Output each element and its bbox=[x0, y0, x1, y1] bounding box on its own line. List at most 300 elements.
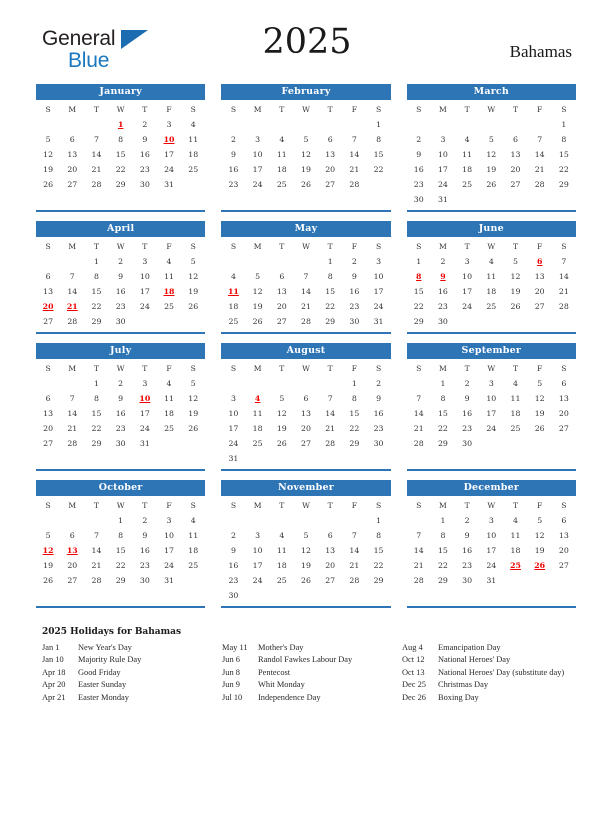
day-cell[interactable]: 16 bbox=[228, 165, 239, 174]
day-cell[interactable]: 8 bbox=[351, 394, 357, 403]
day-cell[interactable]: 1 bbox=[327, 257, 333, 266]
day-cell[interactable]: 28 bbox=[91, 180, 102, 189]
day-cell[interactable]: 25 bbox=[486, 302, 497, 311]
day-cell-holiday[interactable]: 12 bbox=[42, 546, 54, 555]
day-cell[interactable]: 17 bbox=[437, 165, 448, 174]
day-cell[interactable]: 9 bbox=[118, 394, 124, 403]
day-cell[interactable]: 30 bbox=[462, 576, 473, 585]
day-cell[interactable]: 18 bbox=[252, 424, 263, 433]
day-cell[interactable]: 11 bbox=[276, 546, 287, 555]
day-cell[interactable]: 14 bbox=[91, 150, 102, 159]
day-cell[interactable]: 30 bbox=[139, 576, 150, 585]
day-cell[interactable]: 10 bbox=[139, 272, 150, 281]
day-cell[interactable]: 13 bbox=[276, 287, 287, 296]
day-cell[interactable]: 6 bbox=[45, 394, 51, 403]
day-cell[interactable]: 1 bbox=[93, 257, 99, 266]
day-cell[interactable]: 17 bbox=[252, 561, 263, 570]
day-cell[interactable]: 27 bbox=[67, 576, 78, 585]
day-cell[interactable]: 11 bbox=[164, 272, 174, 281]
day-cell[interactable]: 17 bbox=[462, 287, 473, 296]
day-cell[interactable]: 3 bbox=[376, 257, 382, 266]
day-cell[interactable]: 14 bbox=[349, 546, 360, 555]
day-cell[interactable]: 8 bbox=[118, 135, 124, 144]
day-cell[interactable]: 21 bbox=[67, 424, 78, 433]
day-cell[interactable]: 13 bbox=[534, 272, 545, 281]
day-cell[interactable]: 19 bbox=[301, 165, 311, 174]
day-cell[interactable]: 1 bbox=[561, 120, 567, 129]
day-cell[interactable]: 20 bbox=[558, 546, 569, 555]
day-cell[interactable]: 15 bbox=[437, 546, 448, 555]
day-cell[interactable]: 3 bbox=[488, 516, 494, 525]
day-cell[interactable]: 15 bbox=[91, 409, 102, 418]
day-cell[interactable]: 13 bbox=[43, 287, 54, 296]
day-cell[interactable]: 15 bbox=[413, 287, 424, 296]
day-cell[interactable]: 10 bbox=[252, 546, 263, 555]
day-cell[interactable]: 17 bbox=[164, 150, 174, 159]
day-cell[interactable]: 29 bbox=[115, 180, 126, 189]
day-cell[interactable]: 8 bbox=[376, 531, 382, 540]
day-cell[interactable]: 28 bbox=[301, 317, 311, 326]
day-cell[interactable]: 25 bbox=[164, 424, 174, 433]
day-cell[interactable]: 25 bbox=[252, 439, 263, 448]
day-cell[interactable]: 20 bbox=[43, 424, 54, 433]
day-cell[interactable]: 27 bbox=[43, 317, 54, 326]
day-cell[interactable]: 7 bbox=[93, 135, 99, 144]
day-cell[interactable]: 11 bbox=[188, 531, 199, 540]
day-cell[interactable]: 28 bbox=[534, 180, 545, 189]
day-cell[interactable]: 26 bbox=[534, 424, 545, 433]
day-cell[interactable]: 25 bbox=[510, 424, 521, 433]
day-cell[interactable]: 22 bbox=[349, 424, 360, 433]
day-cell[interactable]: 6 bbox=[69, 135, 75, 144]
day-cell[interactable]: 28 bbox=[67, 439, 78, 448]
day-cell[interactable]: 22 bbox=[373, 165, 384, 174]
day-cell[interactable]: 30 bbox=[373, 439, 384, 448]
day-cell[interactable]: 21 bbox=[301, 302, 311, 311]
day-cell[interactable]: 30 bbox=[115, 317, 126, 326]
day-cell[interactable]: 23 bbox=[115, 424, 126, 433]
day-cell[interactable]: 22 bbox=[437, 424, 448, 433]
day-cell[interactable]: 25 bbox=[188, 561, 199, 570]
day-cell[interactable]: 11 bbox=[462, 150, 473, 159]
day-cell[interactable]: 25 bbox=[188, 165, 199, 174]
day-cell[interactable]: 13 bbox=[67, 150, 78, 159]
day-cell[interactable]: 3 bbox=[142, 379, 148, 388]
day-cell-holiday[interactable]: 21 bbox=[66, 302, 78, 311]
day-cell[interactable]: 23 bbox=[228, 576, 239, 585]
day-cell[interactable]: 2 bbox=[440, 257, 446, 266]
day-cell[interactable]: 7 bbox=[351, 531, 357, 540]
day-cell[interactable]: 15 bbox=[325, 287, 336, 296]
day-cell[interactable]: 22 bbox=[115, 165, 126, 174]
day-cell[interactable]: 23 bbox=[228, 180, 239, 189]
day-cell[interactable]: 8 bbox=[118, 531, 124, 540]
day-cell[interactable]: 19 bbox=[188, 409, 199, 418]
day-cell[interactable]: 7 bbox=[416, 531, 422, 540]
day-cell[interactable]: 26 bbox=[252, 317, 263, 326]
day-cell[interactable]: 18 bbox=[188, 546, 199, 555]
day-cell[interactable]: 18 bbox=[510, 546, 521, 555]
day-cell[interactable]: 24 bbox=[139, 302, 150, 311]
day-cell[interactable]: 1 bbox=[118, 516, 124, 525]
day-cell[interactable]: 4 bbox=[190, 516, 196, 525]
day-cell[interactable]: 14 bbox=[413, 546, 424, 555]
day-cell[interactable]: 26 bbox=[486, 180, 497, 189]
day-cell[interactable]: 12 bbox=[534, 531, 545, 540]
day-cell[interactable]: 1 bbox=[440, 516, 446, 525]
day-cell[interactable]: 27 bbox=[276, 317, 287, 326]
day-cell[interactable]: 5 bbox=[537, 379, 543, 388]
day-cell[interactable]: 5 bbox=[303, 531, 309, 540]
day-cell[interactable]: 18 bbox=[510, 409, 521, 418]
day-cell[interactable]: 31 bbox=[486, 576, 497, 585]
day-cell[interactable]: 26 bbox=[301, 576, 311, 585]
day-cell[interactable]: 27 bbox=[325, 576, 336, 585]
day-cell[interactable]: 30 bbox=[437, 317, 448, 326]
day-cell[interactable]: 4 bbox=[166, 257, 172, 266]
day-cell[interactable]: 11 bbox=[276, 150, 287, 159]
day-cell[interactable]: 20 bbox=[534, 287, 545, 296]
day-cell[interactable]: 2 bbox=[142, 516, 148, 525]
day-cell[interactable]: 21 bbox=[91, 165, 102, 174]
day-cell[interactable]: 5 bbox=[190, 379, 196, 388]
day-cell[interactable]: 15 bbox=[373, 150, 384, 159]
day-cell[interactable]: 6 bbox=[303, 394, 309, 403]
day-cell[interactable]: 18 bbox=[164, 409, 174, 418]
day-cell[interactable]: 15 bbox=[115, 546, 126, 555]
day-cell[interactable]: 23 bbox=[413, 180, 424, 189]
day-cell[interactable]: 1 bbox=[93, 379, 99, 388]
day-cell[interactable]: 9 bbox=[142, 135, 148, 144]
day-cell[interactable]: 21 bbox=[558, 287, 569, 296]
day-cell[interactable]: 13 bbox=[558, 394, 569, 403]
day-cell[interactable]: 25 bbox=[228, 317, 239, 326]
day-cell[interactable]: 30 bbox=[115, 439, 126, 448]
day-cell[interactable]: 26 bbox=[276, 439, 287, 448]
day-cell[interactable]: 19 bbox=[534, 546, 545, 555]
day-cell[interactable]: 18 bbox=[486, 287, 497, 296]
day-cell[interactable]: 14 bbox=[67, 409, 78, 418]
day-cell[interactable]: 5 bbox=[255, 272, 261, 281]
day-cell[interactable]: 12 bbox=[43, 150, 54, 159]
day-cell[interactable]: 6 bbox=[327, 135, 333, 144]
day-cell[interactable]: 8 bbox=[561, 135, 567, 144]
day-cell[interactable]: 7 bbox=[93, 531, 99, 540]
day-cell[interactable]: 9 bbox=[464, 531, 470, 540]
day-cell[interactable]: 21 bbox=[91, 561, 102, 570]
day-cell[interactable]: 22 bbox=[91, 424, 102, 433]
day-cell[interactable]: 22 bbox=[373, 561, 384, 570]
day-cell[interactable]: 29 bbox=[373, 576, 384, 585]
day-cell[interactable]: 10 bbox=[373, 272, 384, 281]
day-cell[interactable]: 26 bbox=[301, 180, 311, 189]
day-cell[interactable]: 2 bbox=[376, 379, 382, 388]
day-cell[interactable]: 18 bbox=[462, 165, 473, 174]
day-cell[interactable]: 19 bbox=[188, 287, 199, 296]
day-cell[interactable]: 2 bbox=[118, 379, 124, 388]
day-cell[interactable]: 6 bbox=[45, 272, 51, 281]
day-cell[interactable]: 28 bbox=[349, 180, 360, 189]
day-cell[interactable]: 2 bbox=[230, 531, 236, 540]
day-cell[interactable]: 9 bbox=[351, 272, 357, 281]
day-cell[interactable]: 13 bbox=[325, 150, 336, 159]
day-cell[interactable]: 23 bbox=[349, 302, 360, 311]
day-cell[interactable]: 21 bbox=[413, 561, 424, 570]
day-cell[interactable]: 25 bbox=[164, 302, 174, 311]
day-cell[interactable]: 27 bbox=[67, 180, 78, 189]
day-cell[interactable]: 29 bbox=[325, 317, 336, 326]
day-cell[interactable]: 14 bbox=[558, 272, 569, 281]
day-cell[interactable]: 7 bbox=[303, 272, 309, 281]
day-cell[interactable]: 13 bbox=[510, 150, 521, 159]
day-cell[interactable]: 11 bbox=[486, 272, 497, 281]
day-cell[interactable]: 14 bbox=[91, 546, 102, 555]
day-cell[interactable]: 11 bbox=[164, 394, 174, 403]
day-cell[interactable]: 14 bbox=[413, 409, 424, 418]
day-cell[interactable]: 26 bbox=[510, 302, 521, 311]
day-cell[interactable]: 6 bbox=[561, 379, 567, 388]
day-cell[interactable]: 25 bbox=[276, 180, 287, 189]
day-cell[interactable]: 25 bbox=[462, 180, 473, 189]
day-cell[interactable]: 4 bbox=[513, 516, 518, 525]
day-cell[interactable]: 20 bbox=[510, 165, 521, 174]
day-cell[interactable]: 15 bbox=[373, 546, 384, 555]
day-cell[interactable]: 9 bbox=[230, 150, 236, 159]
day-cell-holiday[interactable]: 26 bbox=[534, 561, 546, 570]
day-cell[interactable]: 12 bbox=[188, 272, 199, 281]
day-cell[interactable]: 5 bbox=[190, 257, 196, 266]
day-cell[interactable]: 29 bbox=[437, 439, 448, 448]
day-cell[interactable]: 30 bbox=[349, 317, 360, 326]
day-cell[interactable]: 1 bbox=[376, 120, 382, 129]
day-cell[interactable]: 12 bbox=[276, 409, 287, 418]
day-cell[interactable]: 31 bbox=[228, 454, 239, 463]
day-cell[interactable]: 3 bbox=[166, 120, 172, 129]
day-cell[interactable]: 10 bbox=[486, 394, 497, 403]
day-cell[interactable]: 31 bbox=[373, 317, 384, 326]
day-cell[interactable]: 23 bbox=[462, 424, 473, 433]
day-cell[interactable]: 4 bbox=[513, 379, 518, 388]
day-cell[interactable]: 12 bbox=[534, 394, 545, 403]
day-cell[interactable]: 28 bbox=[349, 576, 360, 585]
day-cell[interactable]: 19 bbox=[43, 561, 54, 570]
day-cell[interactable]: 11 bbox=[510, 394, 521, 403]
day-cell[interactable]: 12 bbox=[188, 394, 199, 403]
day-cell[interactable]: 16 bbox=[228, 561, 239, 570]
day-cell[interactable]: 2 bbox=[118, 257, 124, 266]
day-cell[interactable]: 22 bbox=[413, 302, 424, 311]
day-cell[interactable]: 28 bbox=[413, 439, 424, 448]
day-cell[interactable]: 17 bbox=[486, 546, 497, 555]
day-cell[interactable]: 28 bbox=[558, 302, 569, 311]
day-cell[interactable]: 19 bbox=[534, 409, 545, 418]
day-cell-holiday[interactable]: 8 bbox=[416, 272, 422, 281]
day-cell[interactable]: 21 bbox=[349, 561, 360, 570]
day-cell[interactable]: 27 bbox=[301, 439, 311, 448]
day-cell[interactable]: 2 bbox=[142, 120, 148, 129]
day-cell[interactable]: 5 bbox=[513, 257, 518, 266]
day-cell[interactable]: 19 bbox=[252, 302, 263, 311]
day-cell[interactable]: 1 bbox=[351, 379, 357, 388]
day-cell-holiday[interactable]: 20 bbox=[42, 302, 54, 311]
day-cell[interactable]: 3 bbox=[255, 531, 261, 540]
day-cell[interactable]: 20 bbox=[325, 561, 336, 570]
day-cell[interactable]: 9 bbox=[416, 150, 422, 159]
day-cell[interactable]: 16 bbox=[437, 287, 448, 296]
day-cell-holiday[interactable]: 11 bbox=[227, 287, 239, 296]
day-cell[interactable]: 29 bbox=[115, 576, 126, 585]
day-cell[interactable]: 26 bbox=[43, 576, 54, 585]
day-cell-holiday[interactable]: 13 bbox=[66, 546, 78, 555]
day-cell[interactable]: 23 bbox=[115, 302, 126, 311]
day-cell[interactable]: 24 bbox=[164, 561, 174, 570]
day-cell[interactable]: 14 bbox=[67, 287, 78, 296]
day-cell[interactable]: 4 bbox=[279, 531, 285, 540]
day-cell[interactable]: 31 bbox=[437, 195, 448, 204]
day-cell[interactable]: 7 bbox=[327, 394, 333, 403]
day-cell[interactable]: 4 bbox=[488, 257, 494, 266]
day-cell[interactable]: 17 bbox=[139, 409, 150, 418]
day-cell[interactable]: 8 bbox=[93, 394, 99, 403]
day-cell[interactable]: 19 bbox=[43, 165, 54, 174]
day-cell[interactable]: 20 bbox=[301, 424, 311, 433]
day-cell[interactable]: 6 bbox=[279, 272, 285, 281]
day-cell[interactable]: 22 bbox=[91, 302, 102, 311]
day-cell[interactable]: 6 bbox=[69, 531, 75, 540]
day-cell[interactable]: 2 bbox=[464, 516, 470, 525]
day-cell[interactable]: 3 bbox=[142, 257, 148, 266]
day-cell[interactable]: 21 bbox=[413, 424, 424, 433]
day-cell[interactable]: 31 bbox=[164, 180, 174, 189]
day-cell[interactable]: 24 bbox=[252, 576, 263, 585]
day-cell[interactable]: 3 bbox=[166, 516, 172, 525]
day-cell[interactable]: 27 bbox=[558, 561, 569, 570]
day-cell[interactable]: 10 bbox=[228, 409, 239, 418]
day-cell[interactable]: 13 bbox=[325, 546, 336, 555]
day-cell[interactable]: 12 bbox=[510, 272, 521, 281]
day-cell[interactable]: 10 bbox=[486, 531, 497, 540]
day-cell[interactable]: 27 bbox=[43, 439, 54, 448]
day-cell[interactable]: 4 bbox=[166, 379, 172, 388]
day-cell[interactable]: 14 bbox=[301, 287, 311, 296]
day-cell[interactable]: 9 bbox=[230, 546, 236, 555]
day-cell[interactable]: 5 bbox=[537, 516, 543, 525]
day-cell[interactable]: 7 bbox=[537, 135, 543, 144]
day-cell[interactable]: 28 bbox=[325, 439, 336, 448]
day-cell[interactable]: 17 bbox=[373, 287, 384, 296]
day-cell[interactable]: 10 bbox=[252, 150, 263, 159]
day-cell[interactable]: 16 bbox=[373, 409, 384, 418]
day-cell[interactable]: 16 bbox=[349, 287, 360, 296]
day-cell-holiday[interactable]: 25 bbox=[510, 561, 521, 570]
day-cell[interactable]: 7 bbox=[561, 257, 567, 266]
day-cell[interactable]: 27 bbox=[534, 302, 545, 311]
day-cell[interactable]: 24 bbox=[164, 165, 174, 174]
day-cell[interactable]: 15 bbox=[115, 150, 126, 159]
day-cell[interactable]: 12 bbox=[486, 150, 497, 159]
day-cell[interactable]: 18 bbox=[276, 165, 287, 174]
day-cell[interactable]: 8 bbox=[376, 135, 382, 144]
day-cell[interactable]: 29 bbox=[558, 180, 569, 189]
day-cell[interactable]: 16 bbox=[139, 546, 150, 555]
day-cell[interactable]: 12 bbox=[301, 150, 311, 159]
day-cell[interactable]: 3 bbox=[488, 379, 494, 388]
day-cell[interactable]: 14 bbox=[349, 150, 360, 159]
day-cell[interactable]: 13 bbox=[43, 409, 54, 418]
day-cell[interactable]: 23 bbox=[373, 424, 384, 433]
day-cell[interactable]: 24 bbox=[462, 302, 473, 311]
day-cell[interactable]: 27 bbox=[325, 180, 336, 189]
day-cell[interactable]: 15 bbox=[349, 409, 360, 418]
day-cell[interactable]: 18 bbox=[188, 150, 199, 159]
day-cell[interactable]: 16 bbox=[139, 150, 150, 159]
day-cell[interactable]: 10 bbox=[437, 150, 448, 159]
day-cell[interactable]: 6 bbox=[327, 531, 333, 540]
day-cell[interactable]: 24 bbox=[486, 424, 497, 433]
day-cell[interactable]: 11 bbox=[510, 531, 521, 540]
day-cell[interactable]: 3 bbox=[440, 135, 446, 144]
day-cell[interactable]: 22 bbox=[437, 561, 448, 570]
day-cell-holiday[interactable]: 6 bbox=[536, 257, 543, 266]
day-cell[interactable]: 19 bbox=[510, 287, 521, 296]
day-cell[interactable]: 14 bbox=[325, 409, 336, 418]
day-cell[interactable]: 28 bbox=[91, 576, 102, 585]
day-cell[interactable]: 31 bbox=[139, 439, 150, 448]
day-cell[interactable]: 2 bbox=[464, 379, 470, 388]
day-cell[interactable]: 18 bbox=[228, 302, 239, 311]
day-cell[interactable]: 27 bbox=[510, 180, 521, 189]
day-cell[interactable]: 10 bbox=[462, 272, 473, 281]
day-cell[interactable]: 8 bbox=[440, 394, 446, 403]
day-cell[interactable]: 4 bbox=[190, 120, 196, 129]
day-cell[interactable]: 8 bbox=[93, 272, 99, 281]
day-cell[interactable]: 7 bbox=[69, 394, 75, 403]
day-cell[interactable]: 18 bbox=[276, 561, 287, 570]
day-cell[interactable]: 16 bbox=[115, 287, 126, 296]
day-cell[interactable]: 29 bbox=[91, 317, 102, 326]
day-cell[interactable]: 9 bbox=[376, 394, 382, 403]
day-cell[interactable]: 15 bbox=[558, 150, 569, 159]
day-cell[interactable]: 26 bbox=[188, 424, 199, 433]
day-cell[interactable]: 14 bbox=[534, 150, 545, 159]
day-cell[interactable]: 24 bbox=[228, 439, 239, 448]
day-cell[interactable]: 8 bbox=[327, 272, 333, 281]
day-cell[interactable]: 4 bbox=[230, 272, 236, 281]
day-cell[interactable]: 12 bbox=[301, 546, 311, 555]
day-cell[interactable]: 30 bbox=[139, 180, 150, 189]
day-cell[interactable]: 31 bbox=[164, 576, 174, 585]
day-cell[interactable]: 3 bbox=[230, 394, 236, 403]
day-cell[interactable]: 4 bbox=[279, 135, 285, 144]
day-cell[interactable]: 16 bbox=[115, 409, 126, 418]
day-cell[interactable]: 1 bbox=[440, 379, 446, 388]
day-cell[interactable]: 24 bbox=[252, 180, 263, 189]
day-cell[interactable]: 5 bbox=[45, 135, 51, 144]
day-cell[interactable]: 30 bbox=[228, 591, 239, 600]
day-cell[interactable]: 21 bbox=[325, 424, 336, 433]
day-cell[interactable]: 27 bbox=[558, 424, 569, 433]
day-cell[interactable]: 3 bbox=[255, 135, 261, 144]
day-cell[interactable]: 26 bbox=[188, 302, 199, 311]
day-cell[interactable]: 19 bbox=[486, 165, 497, 174]
day-cell[interactable]: 23 bbox=[462, 561, 473, 570]
day-cell[interactable]: 19 bbox=[301, 561, 311, 570]
day-cell[interactable]: 22 bbox=[558, 165, 569, 174]
day-cell[interactable]: 24 bbox=[139, 424, 150, 433]
day-cell-holiday[interactable]: 10 bbox=[163, 135, 175, 144]
day-cell[interactable]: 5 bbox=[303, 135, 309, 144]
day-cell[interactable]: 9 bbox=[142, 531, 148, 540]
